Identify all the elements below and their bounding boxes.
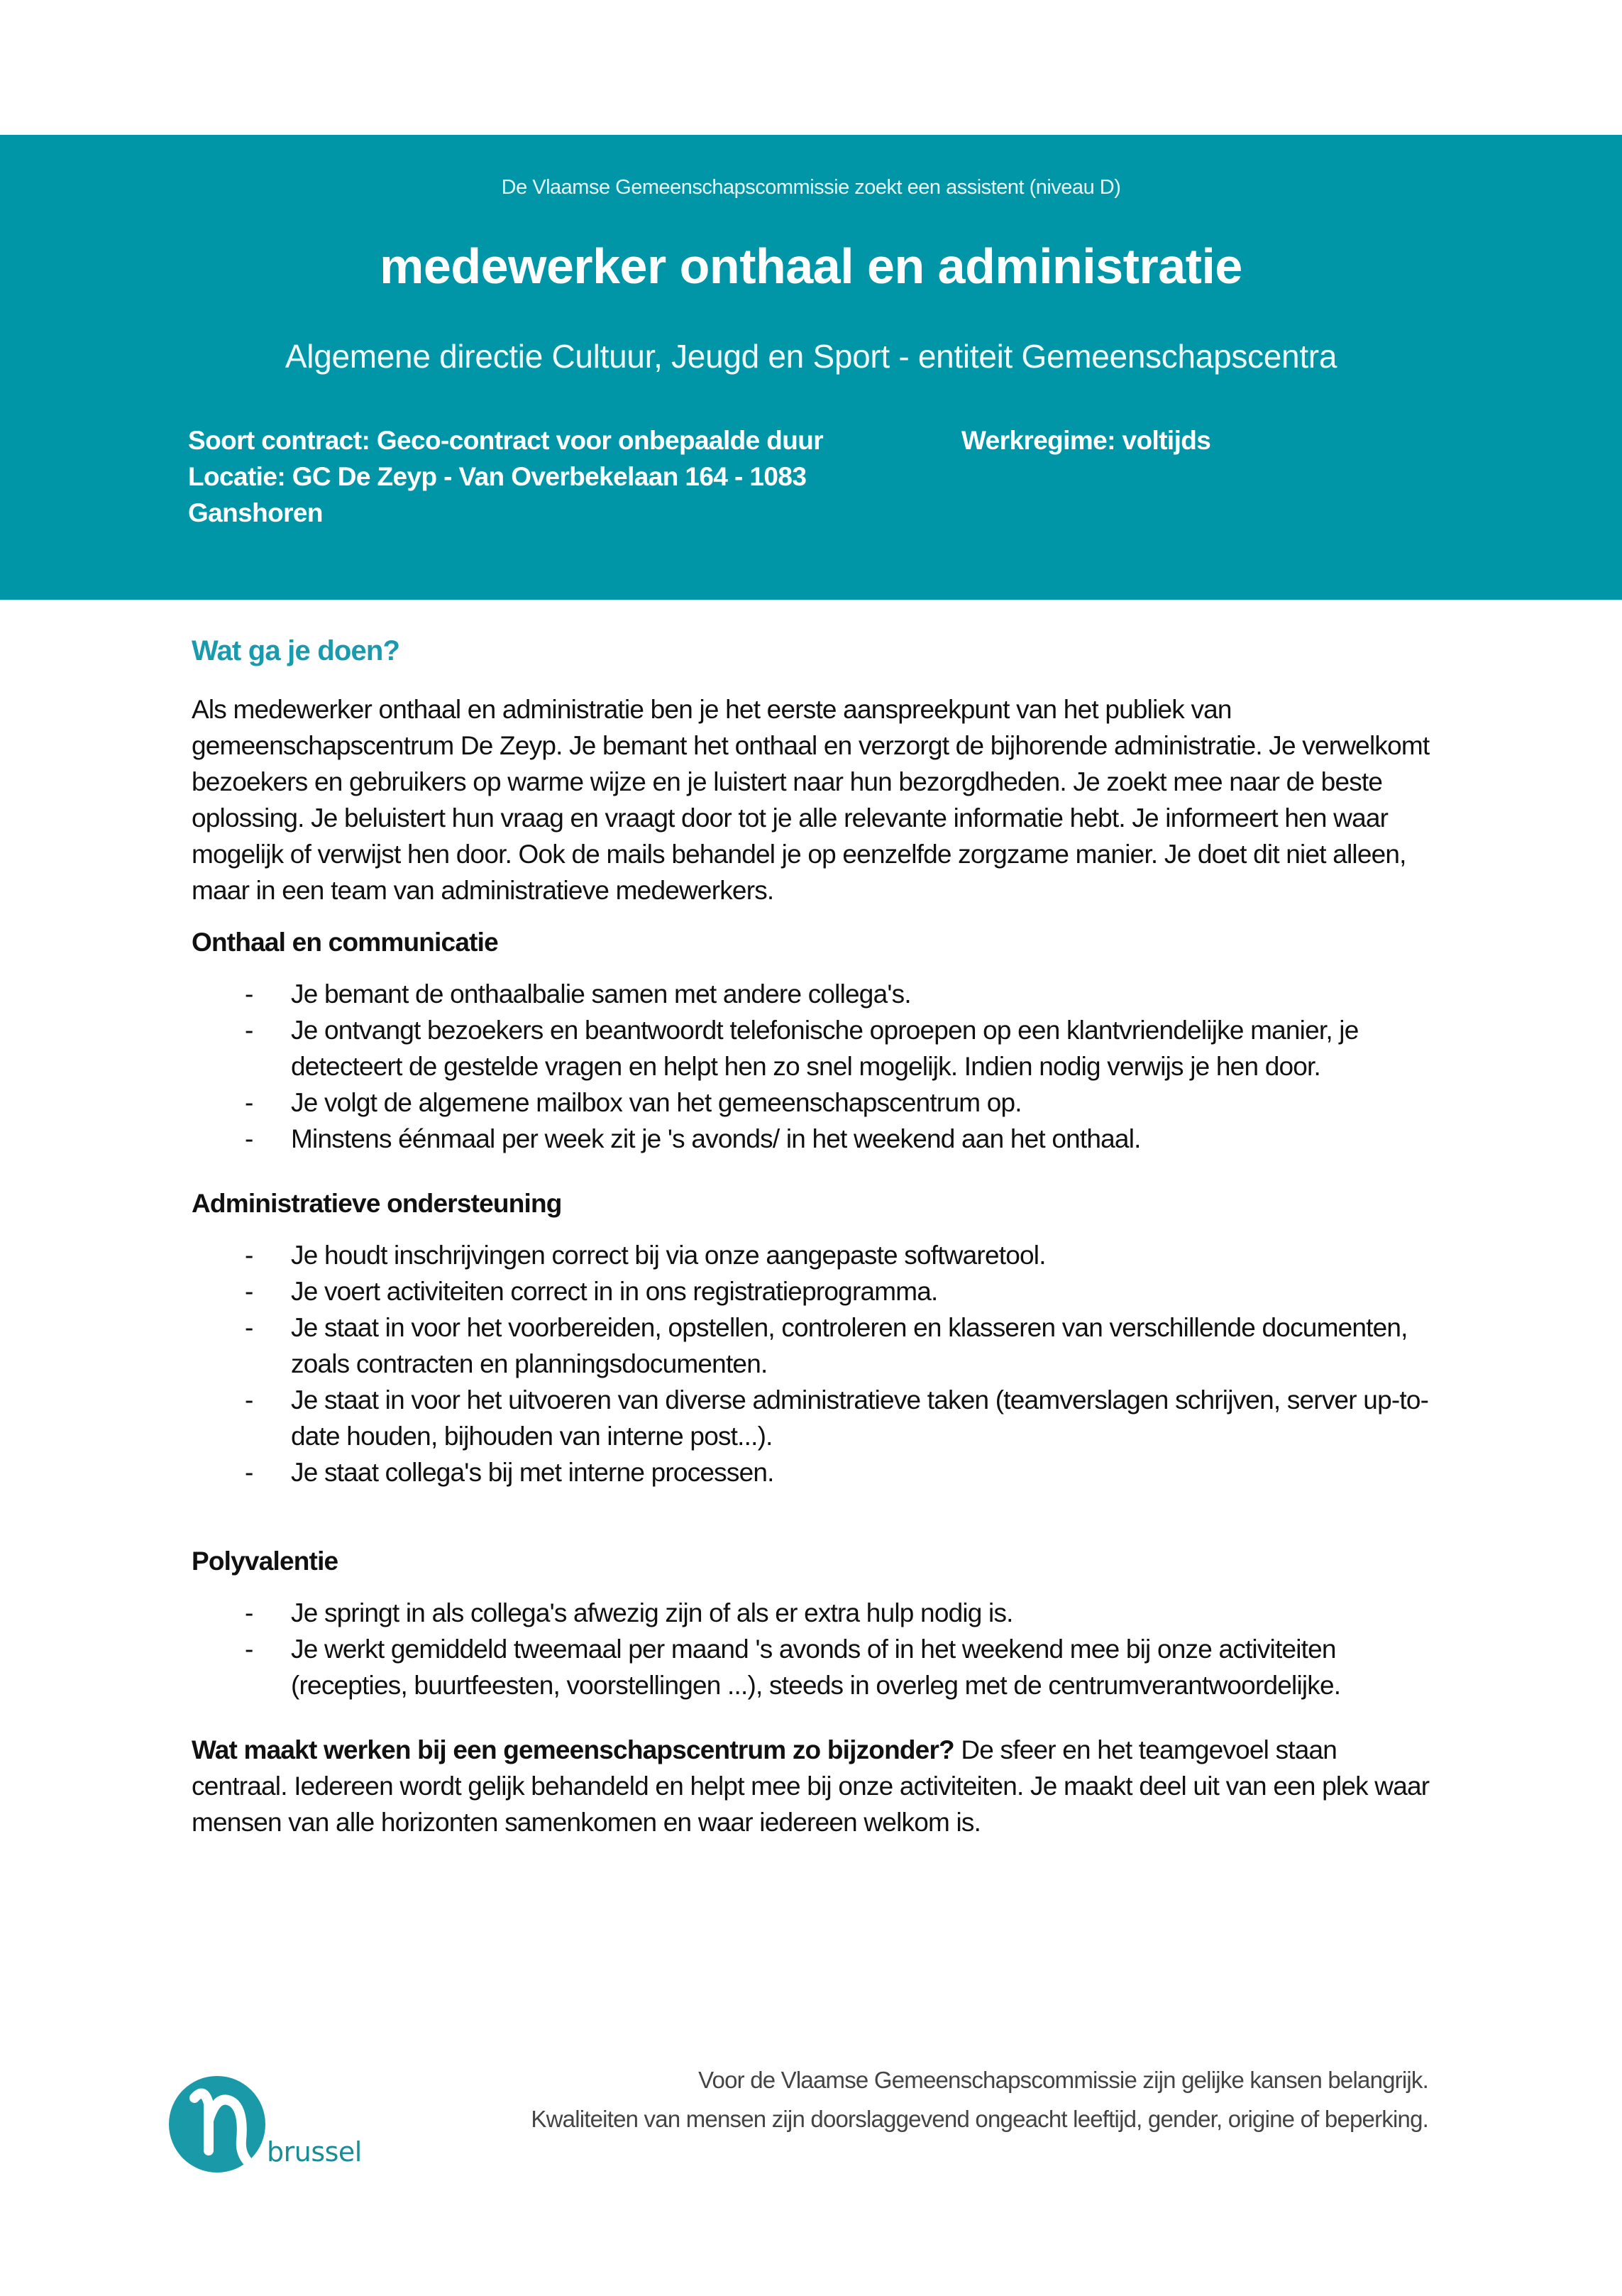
list-item xyxy=(192,1454,1440,1490)
section-administratie xyxy=(192,1185,1440,1490)
dash-bullet-icon: - xyxy=(245,1635,253,1664)
dash-bullet-icon: - xyxy=(245,1016,253,1045)
vgc-brussel-logo xyxy=(167,2071,366,2177)
spacer xyxy=(192,1519,1440,1543)
header-banner xyxy=(0,135,1622,600)
dash-bullet-icon: - xyxy=(245,1598,253,1627)
list-item-text: Je ontvangt bezoekers en beantwoordt telefonische oproepen op een klantvriendelijke manier, je detecteert de gestelde vragen en helpt hen zo snel mogelijk. Indien nodig verwijs je hen door. xyxy=(291,1016,1359,1081)
dash-bullet-icon: - xyxy=(245,1277,253,1306)
list-item-text: Je volgt de algemene mailbox van het gemeenschapscentrum op. xyxy=(291,1088,1022,1117)
job-location: Locatie: GC De Zeyp - Van Overbekelaan 164 - 1083 Ganshoren xyxy=(188,462,807,527)
main-content xyxy=(192,632,1440,1856)
dash-bullet-icon: - xyxy=(245,1124,253,1153)
closing-paragraph xyxy=(192,1732,1430,1840)
dash-bullet-icon: - xyxy=(245,1313,253,1342)
list-item-text: Je staat in voor het voorbereiden, opstellen, controleren en klasseren van verschillende documenten, zoals contracten en planningsdocumenten. xyxy=(291,1313,1408,1378)
dash-bullet-icon: - xyxy=(245,1241,253,1270)
list-item xyxy=(192,1273,1440,1309)
logo-text: brussel xyxy=(267,2136,362,2168)
section-heading: Wat ga je doen? xyxy=(192,635,400,666)
dash-bullet-icon: - xyxy=(245,1088,253,1117)
task-list xyxy=(192,1237,1440,1490)
section-polyvalentie xyxy=(192,1543,1440,1703)
intro-paragraph: Als medewerker onthaal en administratie ben je het eerste aanspreekpunt van het publiek van gemeenschapscentrum De Zeyp. Je bemant het onthaal en verzorgt de bijhorende administratie. Je verwelkomt bezoekers en gebruikers op warme wijze en je luistert naar hun bezorgdheden. Je zoekt mee naar de beste oplossing. Je beluistert hun vraag en vraagt door tot je alle relevante informatie hebt. Je informeert hen waar mogelijk of verwijst hen door. Ook de mails behandel je op eenzelfde zorgzame manier. Je doet dit niet alleen, maar in een team van administratieve medewerkers. xyxy=(192,695,1430,905)
dash-bullet-icon: - xyxy=(245,1385,253,1415)
closing-text: De sfeer en het teamgevoel staan centraal. Iedereen wordt gelijk behandeld en helpt mee bij onze activiteiten. Je maakt deel uit van een plek waar mensen van alle horizonten samenkomen en waar iedereen welkom is. xyxy=(192,1735,1430,1837)
list-item-text: Je werkt gemiddeld tweemaal per maand 's avonds of in het weekend mee bij onze activiteiten (recepties, buurtfeesten, voorstellingen ...), steeds in overleg met de centrumverantwoordelijke. xyxy=(291,1635,1341,1700)
work-regime: Werkregime: voltijds xyxy=(961,426,1211,455)
list-item xyxy=(192,1237,1440,1273)
list-item-text: Je bemant de onthaalbalie samen met andere collega's. xyxy=(291,979,911,1009)
footer-line-1: Voor de Vlaamse Gemeenschapscommissie zijn gelijke kansen belangrijk. xyxy=(698,2067,1428,2093)
section-title: Administratieve ondersteuning xyxy=(192,1189,562,1218)
section-onthaal xyxy=(192,924,1440,1157)
list-item-text: Je staat collega's bij met interne processen. xyxy=(291,1458,774,1487)
list-item-text: Je houdt inschrijvingen correct bij via onze aangepaste softwaretool. xyxy=(291,1241,1046,1270)
contract-type: Soort contract: Geco-contract voor onbepaalde duur xyxy=(188,426,824,455)
department-subtitle: Algemene directie Cultuur, Jeugd en Sport - entiteit Gemeenschapscentra xyxy=(285,338,1337,375)
section-title: Onthaal en communicatie xyxy=(192,928,498,957)
task-list xyxy=(192,1595,1440,1703)
list-item xyxy=(192,1382,1440,1454)
footer-line-2: Kwaliteiten van mensen zijn doorslaggevend ongeacht leeftijd, gender, origine of beperking. xyxy=(531,2106,1428,2132)
logo-circle-icon xyxy=(167,2071,274,2177)
equal-opportunity-statement xyxy=(531,2060,1428,2138)
list-item xyxy=(192,1631,1440,1703)
list-item-text: Je staat in voor het uitvoeren van diverse administratieve taken (teamverslagen schrijven, server up-to-date houden, bijhouden van interne post...). xyxy=(291,1385,1429,1451)
closing-lead: Wat maakt werken bij een gemeenschapscentrum zo bijzonder? xyxy=(192,1735,954,1764)
list-item xyxy=(192,1309,1440,1382)
job-title: medewerker onthaal en administratie xyxy=(380,238,1242,294)
list-item xyxy=(192,1084,1440,1121)
list-item xyxy=(192,1121,1440,1157)
list-item-text: Je springt in als collega's afwezig zijn of als er extra hulp nodig is. xyxy=(291,1598,1013,1627)
job-meta-left xyxy=(188,422,898,531)
list-item xyxy=(192,976,1440,1012)
dash-bullet-icon: - xyxy=(245,1458,253,1487)
section-title: Polyvalentie xyxy=(192,1547,338,1576)
dash-bullet-icon: - xyxy=(245,979,253,1009)
header-intro: De Vlaamse Gemeenschapscommissie zoekt een assistent (niveau D) xyxy=(501,176,1121,199)
task-list xyxy=(192,976,1440,1157)
list-item xyxy=(192,1595,1440,1631)
list-item xyxy=(192,1012,1440,1084)
list-item-text: Je voert activiteiten correct in in ons registratieprogramma. xyxy=(291,1277,938,1306)
list-item-text: Minstens éénmaal per week zit je 's avonds/ in het weekend aan het onthaal. xyxy=(291,1124,1141,1153)
